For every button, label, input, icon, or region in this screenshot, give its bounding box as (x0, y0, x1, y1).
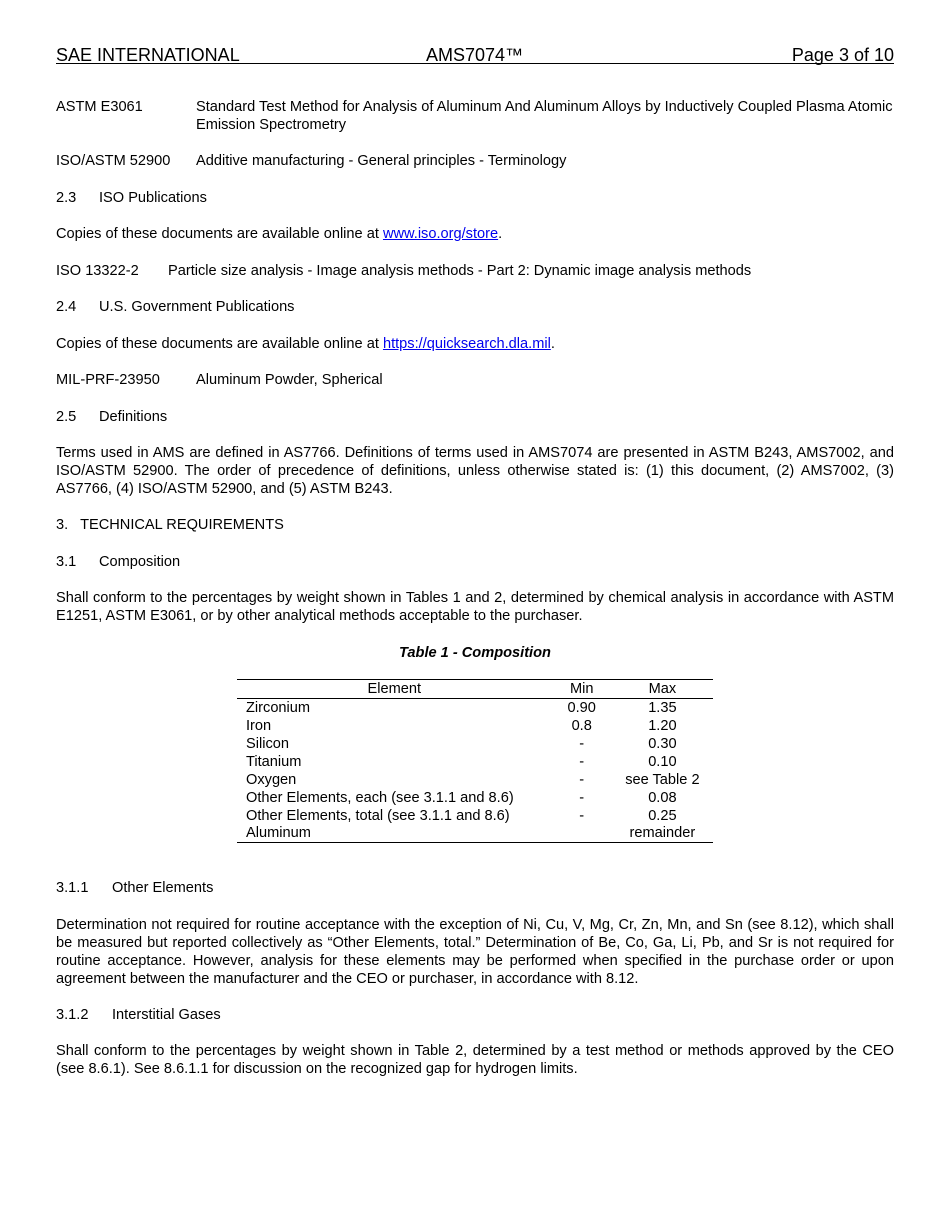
ref-iso-astm-52900-desc: Additive manufacturing - General principles - Terminology (196, 153, 567, 169)
cell-min: - (579, 790, 585, 806)
cell-max: see Table 2 (625, 772, 700, 788)
cell-element: Other Elements, each (see 3.1.1 and 8.6) (246, 790, 514, 806)
availability-period: . (498, 226, 503, 242)
section-3-1-number: 3.1 (56, 554, 77, 570)
column-header-max: Max (612, 680, 713, 699)
table-row (237, 735, 713, 753)
header-org: SAE INTERNATIONAL (56, 45, 240, 65)
cell-min: 0.90 (567, 700, 596, 716)
table-row (237, 771, 713, 789)
cell-max: 0.10 (648, 754, 677, 770)
section-3-1-2-title: Interstitial Gases (112, 1007, 221, 1023)
header-doc-id: AMS7074™ (426, 45, 524, 65)
cell-element: Iron (246, 718, 272, 734)
cell-element: Titanium (246, 754, 302, 770)
section-2-3-title: ISO Publications (99, 190, 207, 206)
table-1-caption: Table 1 - Composition (399, 645, 551, 661)
section-2-5-number: 2.5 (56, 409, 77, 425)
ref-iso-13322-2-id: ISO 13322-2 (56, 263, 139, 279)
cell-min: - (579, 736, 585, 752)
section-3-1-1-body: Determination not required for routine acceptance with the exception of Ni, Cu, V, Mg, Cr, Zn, Mn, and Sn (see 8.12), which shall be measured but reported collectively as “Other Elements, total.” Determination of Be, Co, Ga, Li, Pb, and Sr is not required for routine acceptance. However, analysis for these elements may be performed when specified in the purchase order or upon agreement between the manufacturer and the CEO or purchaser, in accordance with 8.12. (56, 917, 894, 987)
section-2-4-title: U.S. Government Publications (99, 299, 295, 315)
section-2-5-body: Terms used in AMS are defined in AS7766. Definitions of terms used in AMS7074 are presented in ASTM B243, AMS7002, and ISO/ASTM 52900. The order of precedence of definitions, unless otherwise stated is: (1) this document, (2) AMS7002, (3) AS7766, (4) ISO/ASTM 52900, and (5) ASTM B243. (56, 445, 894, 497)
cell-min (552, 825, 612, 843)
quicksearch-link[interactable]: https://quicksearch.dla.mil (382, 336, 551, 352)
iso-store-link[interactable]: www.iso.org/store (382, 226, 499, 242)
cell-min: - (579, 754, 585, 770)
section-2-4-availability (56, 335, 555, 353)
table-row (237, 699, 713, 718)
section-3-1-title: Composition (99, 554, 181, 570)
availability-period: . (550, 336, 555, 352)
column-header-element: Element (237, 680, 552, 699)
cell-max: 0.25 (648, 808, 677, 824)
table-row (237, 717, 713, 735)
table-row (237, 807, 713, 825)
cell-element: Other Elements, total (see 3.1.1 and 8.6) (246, 808, 510, 824)
ref-iso-astm-52900-id: ISO/ASTM 52900 (56, 153, 171, 169)
table-row (237, 753, 713, 771)
cell-element: Oxygen (246, 772, 297, 788)
section-2-3-number: 2.3 (56, 190, 77, 206)
section-2-3-availability (56, 225, 502, 243)
header-rule (56, 63, 894, 64)
column-header-min: Min (552, 680, 612, 699)
section-3-heading: 3. TECHNICAL REQUIREMENTS (56, 517, 284, 533)
cell-min: - (579, 772, 585, 788)
cell-max: 1.35 (648, 700, 677, 716)
section-3-1-2-number: 3.1.2 (56, 1007, 89, 1023)
cell-min: 0.8 (571, 718, 592, 734)
section-2-4-number: 2.4 (56, 299, 77, 315)
ref-mil-prf-23950-desc: Aluminum Powder, Spherical (196, 372, 383, 388)
availability-text: Copies of these documents are available online at (56, 226, 383, 242)
ref-astm-e3061-id: ASTM E3061 (56, 99, 143, 115)
cell-max: 0.08 (648, 790, 677, 806)
section-3-1-2-body: Shall conform to the percentages by weight shown in Table 2, determined by a test method or methods approved by the CEO (see 8.6.1). See 8.6.1.1 for discussion on the recognized gap for hydrogen limits. (56, 1043, 894, 1077)
table-row (237, 789, 713, 807)
availability-text: Copies of these documents are available online at (56, 336, 383, 352)
header-page-number: Page 3 of 10 (791, 45, 894, 65)
ref-iso-13322-2-desc: Particle size analysis - Image analysis methods - Part 2: Dynamic image analysis methods (168, 263, 752, 279)
table-header-row (237, 680, 713, 699)
cell-element: Zirconium (246, 700, 311, 716)
section-2-5-title: Definitions (99, 409, 168, 425)
cell-element: Silicon (246, 736, 289, 752)
section-3-1-1-number: 3.1.1 (56, 880, 89, 896)
ref-astm-e3061-desc: Standard Test Method for Analysis of Aluminum And Aluminum Alloys by Inductively Coupled Plasma Atomic Emission Spectrometry (196, 99, 893, 133)
section-3-1-body: Shall conform to the percentages by weight shown in Tables 1 and 2, determined by chemical analysis in accordance with ASTM E1251, ASTM E3061, or by other analytical methods acceptable to the purchaser. (56, 590, 894, 624)
cell-element: Aluminum (237, 825, 552, 843)
section-3-1-1-title: Other Elements (112, 880, 214, 896)
composition-table (237, 679, 713, 843)
cell-max: remainder (612, 825, 713, 843)
cell-min: - (579, 808, 585, 824)
table-row (237, 825, 713, 843)
cell-max: 1.20 (648, 718, 677, 734)
cell-max: 0.30 (648, 736, 677, 752)
ref-mil-prf-23950-id: MIL-PRF-23950 (56, 372, 160, 388)
